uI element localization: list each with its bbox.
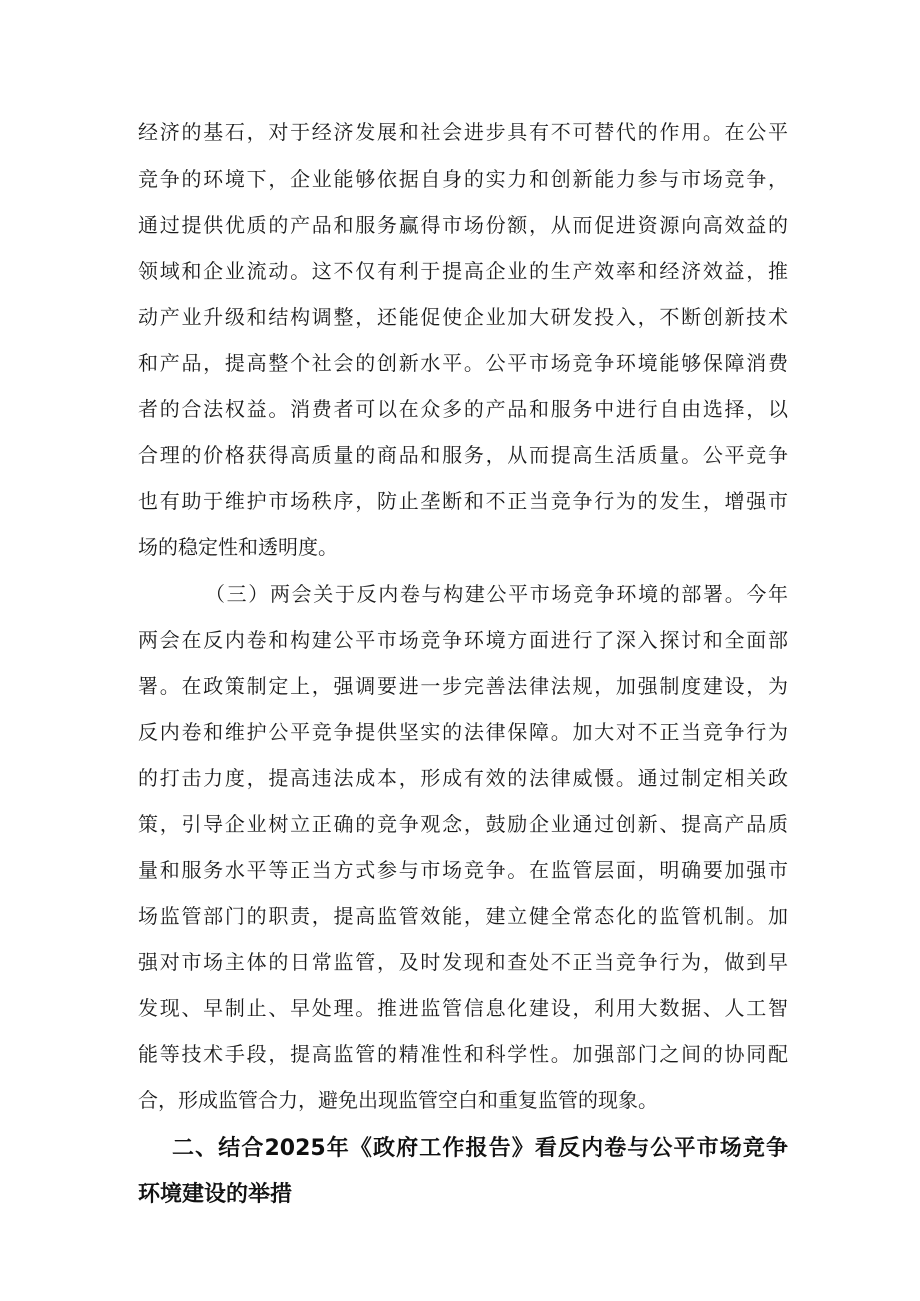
text-line: 场的稳定性和透明度。	[138, 535, 338, 559]
heading-line: 环境建设的举措	[138, 1182, 293, 1207]
text-line: 两会在反内卷和构建公平市场竞争环境方面进行了深入探讨和全面部	[138, 628, 788, 652]
text-line: 署。在政策制定上，强调要进一步完善法律法规，加强制度建设，为	[138, 674, 788, 698]
text-line: 合理的价格获得高质量的商品和服务，从而提高生活质量。公平竞争	[138, 443, 788, 467]
text-line: 合，形成监管合力，避免出现监管空白和重复监管的现象。	[138, 1088, 658, 1112]
text-line: 通过提供优质的产品和服务赢得市场份额，从而促进资源向高效益的	[138, 213, 788, 237]
text-line: 经济的基石，对于经济发展和社会进步具有不可替代的作用。在公平	[138, 120, 788, 144]
text-line: 竞争的环境下，企业能够依据自身的实力和创新能力参与市场竞争，	[138, 167, 788, 191]
text-line: 能等技术手段，提高监管的精准性和科学性。加强部门之间的协同配	[138, 1042, 788, 1066]
text-line: 场监管部门的职责，提高监管效能，建立健全常态化的监管机制。加	[138, 904, 788, 928]
text-line: 量和服务水平等正当方式参与市场竞争。在监管层面，明确要加强市	[138, 858, 788, 882]
heading-line: 二、结合2025年《政府工作报告》看反内卷与公平市场竞争	[172, 1136, 788, 1161]
text-line: 策，引导企业树立正确的竞争观念，鼓励企业通过创新、提高产品质	[138, 812, 788, 836]
text-line: 发现、早制止、早处理。推进监管信息化建设，利用大数据、人工智	[138, 996, 788, 1020]
text-line: 的打击力度，提高违法成本，形成有效的法律威慑。通过制定相关政	[138, 766, 788, 790]
text-line: 强对市场主体的日常监管，及时发现和查处不正当竞争行为，做到早	[138, 950, 788, 974]
text-line: 和产品，提高整个社会的创新水平。公平市场竞争环境能够保障消费	[138, 351, 788, 375]
text-line: 动产业升级和结构调整，还能促使企业加大研发投入，不断创新技术	[138, 305, 788, 329]
text-line: 反内卷和维护公平竞争提供坚实的法律保障。加大对不正当竞争行为	[138, 720, 788, 744]
text-line: （三）两会关于反内卷与构建公平市场竞争环境的部署。今年	[205, 582, 788, 606]
text-line: 领域和企业流动。这不仅有利于提高企业的生产效率和经济效益，推	[138, 259, 788, 283]
text-line: 者的合法权益。消费者可以在众多的产品和服务中进行自由选择，以	[138, 397, 788, 421]
text-line: 也有助于维护市场秩序，防止垄断和不正当竞争行为的发生，增强市	[138, 489, 788, 513]
